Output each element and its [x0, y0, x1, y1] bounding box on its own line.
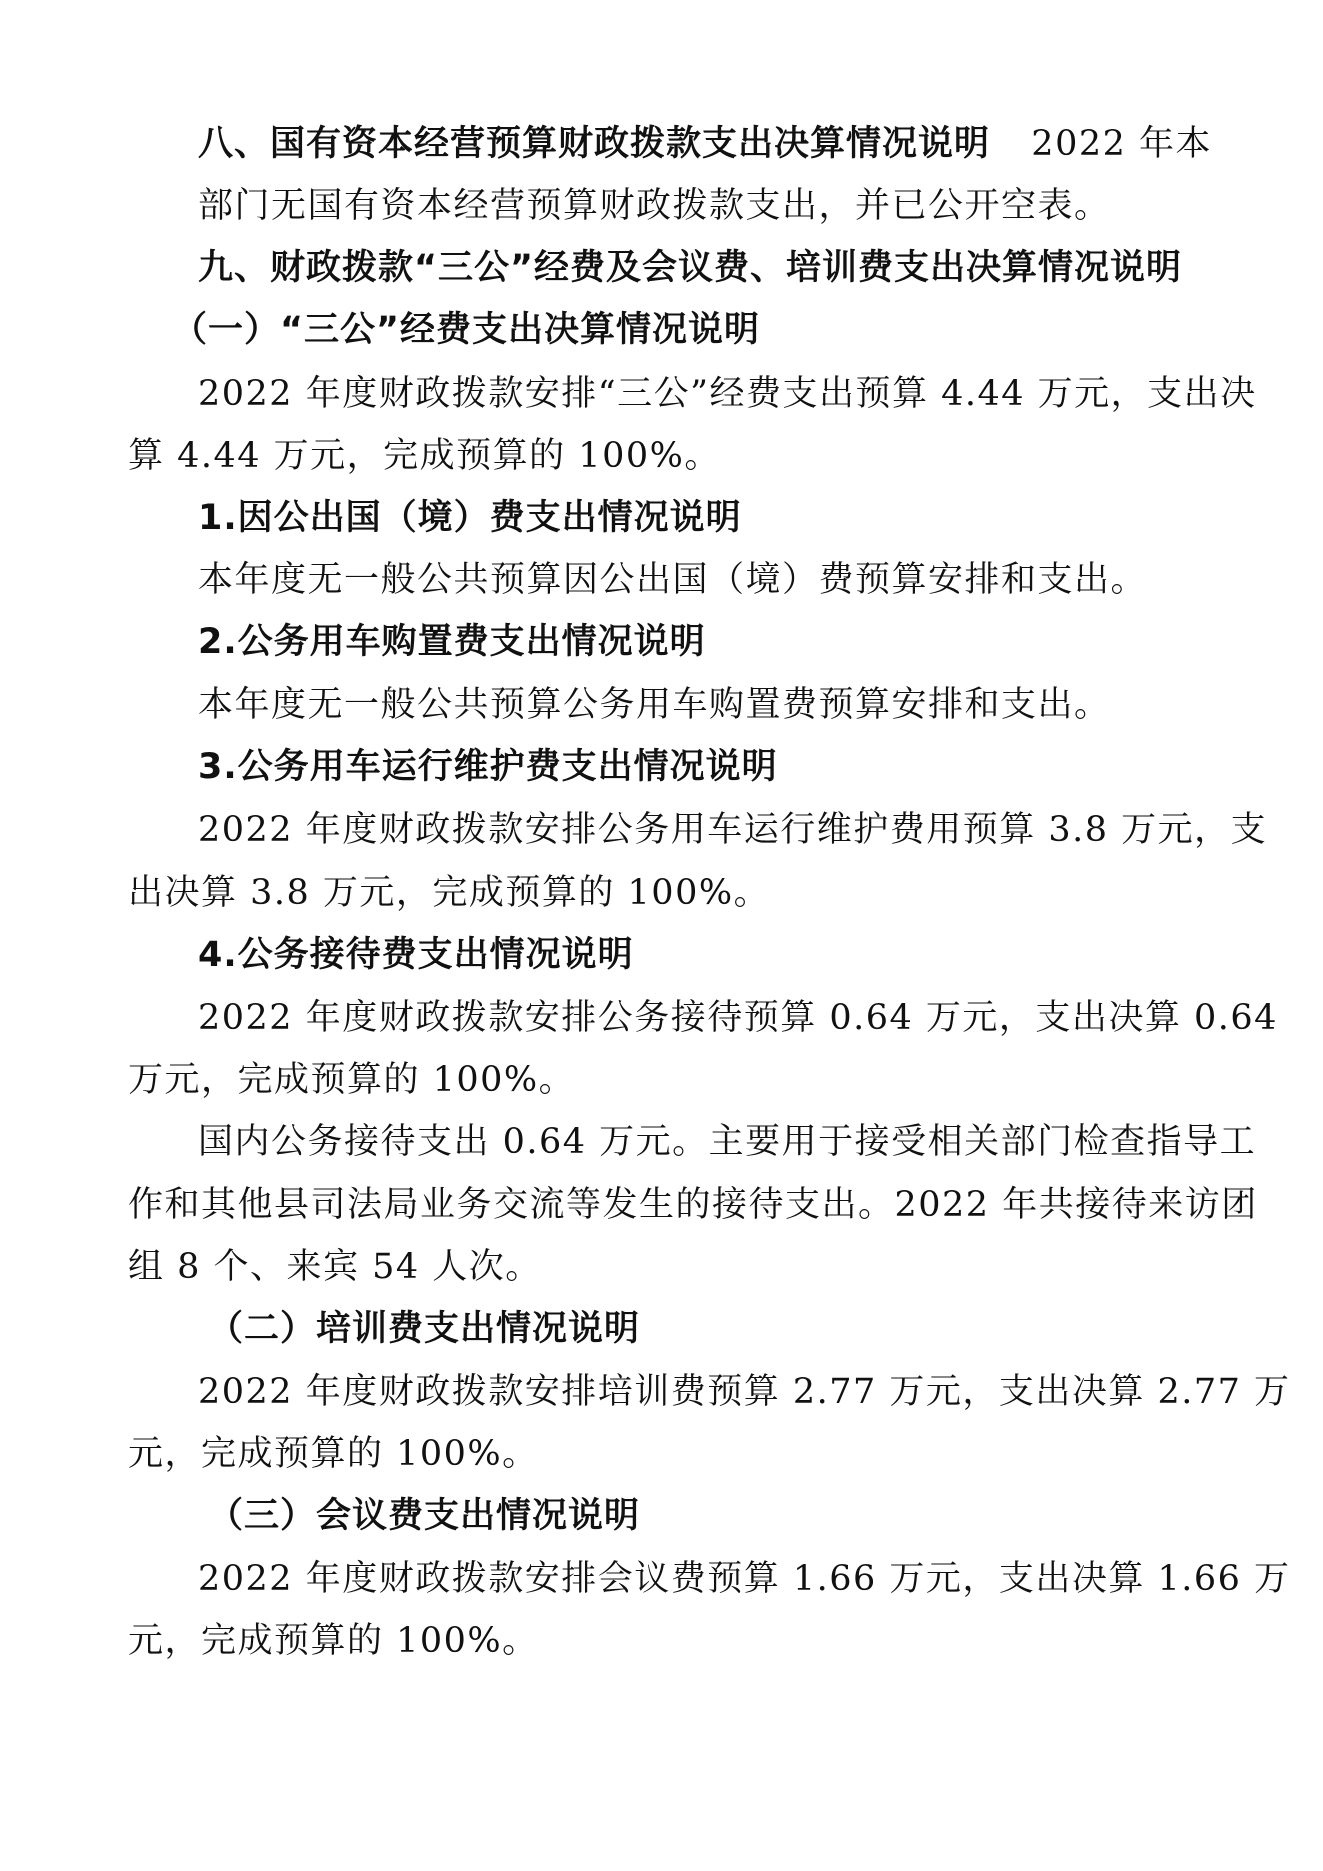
item4-heading: 4.公务接待费支出情况说明	[198, 935, 634, 975]
sub3-text-line2: 元，完成预算的 100%。	[128, 1621, 539, 1661]
section8-heading: 八、国有资本经营预算财政拨款支出决算情况说明	[198, 124, 991, 164]
sub1-text-line2: 算 4.44 万元，完成预算的 100%。	[128, 436, 721, 476]
item1-text: 本年度无一般公共预算因公出国（境）费预算安排和支出。	[198, 560, 1148, 600]
section8-heading-tail: 2022 年本	[1031, 124, 1212, 164]
section8-heading-line	[198, 122, 1218, 166]
section9-heading: 九、财政拨款“三公”经费及会议费、培训费支出决算情况说明	[198, 248, 1183, 288]
item2-text: 本年度无一般公共预算公务用车购置费预算安排和支出。	[198, 685, 1111, 725]
sub1-heading: （一）“三公”经费支出决算情况说明	[172, 310, 761, 350]
item3-heading: 3.公务用车运行维护费支出情况说明	[198, 747, 778, 787]
item4-detail-line1: 国内公务接待支出 0.64 万元。主要用于接受相关部门检查指导工	[198, 1122, 1257, 1162]
item4-text-line1: 2022 年度财政拨款安排公务接待预算 0.64 万元，支出决算 0.64	[198, 998, 1278, 1038]
sub3-text-line1: 2022 年度财政拨款安排会议费预算 1.66 万元，支出决算 1.66 万	[198, 1559, 1291, 1599]
item3-text-line2: 出决算 3.8 万元，完成预算的 100%。	[128, 873, 771, 913]
item2-heading: 2.公务用车购置费支出情况说明	[198, 622, 706, 662]
item4-detail-line3: 组 8 个、来宾 54 人次。	[128, 1247, 542, 1287]
item4-text-line2: 万元，完成预算的 100%。	[128, 1060, 576, 1100]
sub3-heading: （三）会议费支出情况说明	[208, 1496, 641, 1536]
sub2-heading: （二）培训费支出情况说明	[208, 1309, 641, 1349]
sub2-text-line2: 元，完成预算的 100%。	[128, 1434, 539, 1474]
sub1-text-line1: 2022 年度财政拨款安排“三公”经费支出预算 4.44 万元，支出决	[198, 374, 1257, 414]
item1-heading: 1.因公出国（境）费支出情况说明	[198, 498, 742, 538]
sub2-text-line1: 2022 年度财政拨款安排培训费预算 2.77 万元，支出决算 2.77 万	[198, 1372, 1291, 1412]
item3-text-line1: 2022 年度财政拨款安排公务用车运行维护费用预算 3.8 万元，支	[198, 810, 1268, 850]
section8-text: 部门无国有资本经营预算财政拨款支出，并已公开空表。	[198, 186, 1111, 226]
item4-detail-line2: 作和其他县司法局业务交流等发生的接待支出。2022 年共接待来访团	[128, 1185, 1258, 1225]
